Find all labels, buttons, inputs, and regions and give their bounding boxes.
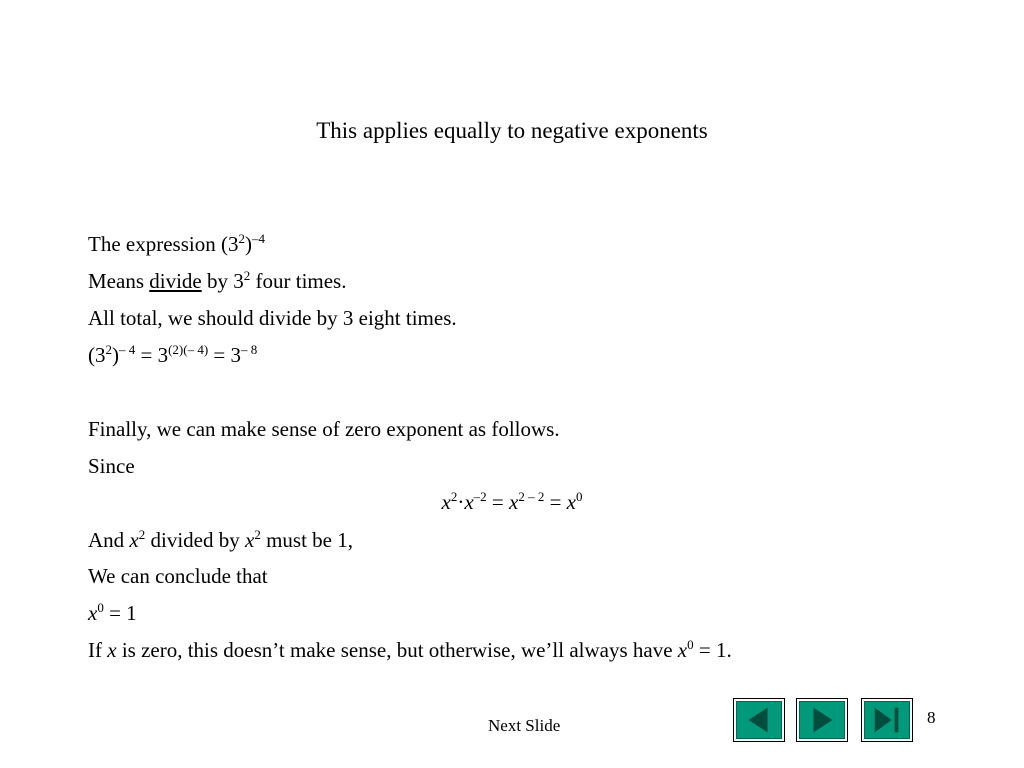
slide-number: 8 [927, 708, 936, 727]
next-icon [800, 702, 844, 738]
line-equation-power: $(3^2)^{- 4} = 3^{(2)(- 4)} = 3^{- 8}$ [88, 342, 258, 367]
line-centered-equation: $x^2\cdot x^{-2} = x^{2 - 2} = x^0$ [441, 489, 583, 514]
line-and-divided: And $x^2$ divided by $x^2$ must be 1, [88, 527, 353, 552]
previous-slide-button[interactable] [733, 698, 785, 742]
line-expression: The expression $(3^2)^{-4}$ [88, 231, 265, 256]
next-slide-button[interactable] [796, 698, 848, 742]
slide-title: This applies equally to negative exponents [316, 118, 708, 143]
previous-icon [737, 702, 781, 738]
line-conclude: We can conclude that [88, 564, 268, 588]
last-slide-button[interactable] [861, 698, 913, 742]
line-all-total: All total, we should divide by 3 eight times. [88, 306, 457, 330]
next-slide-link[interactable]: Next Slide [488, 716, 561, 735]
line-means-divide: Means divide by $3^2$ four times. [88, 268, 347, 293]
line-x-zero: $x^0 = 1$ [88, 600, 137, 625]
line-since: Since [88, 454, 135, 478]
line-finally: Finally, we can make sense of zero exponent as follows. [88, 417, 560, 441]
last-slide-icon [865, 702, 909, 738]
line-if-zero: If x is zero, this doesn’t make sense, but otherwise, we’ll always have $x^0 = 1$. [88, 637, 732, 662]
